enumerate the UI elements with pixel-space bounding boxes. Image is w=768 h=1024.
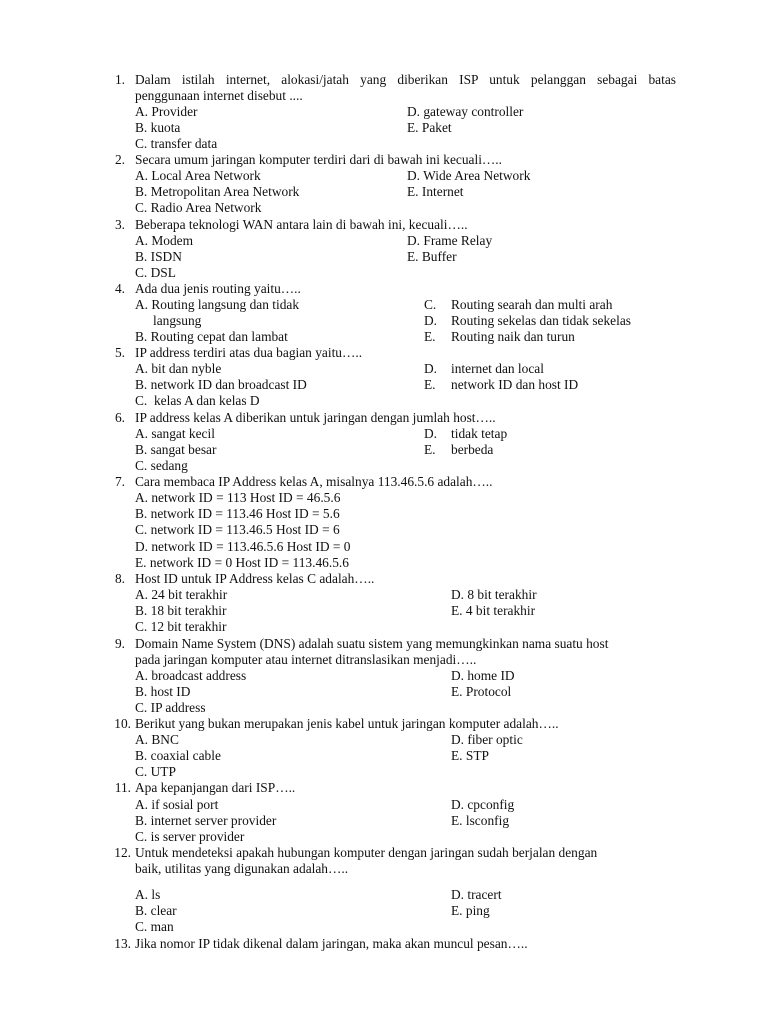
- option-d: D. home ID: [451, 668, 515, 683]
- option-b: B. network ID = 113.46 Host ID = 5.6: [135, 506, 340, 521]
- question-text: Berikut yang bukan merupakan jenis kabel untuk jaringan komputer adalah…..: [135, 716, 559, 731]
- option-c: C. DSL: [135, 265, 176, 280]
- option-e: E. 4 bit terakhir: [451, 603, 536, 618]
- question-text: IP address terdiri atas dua bagian yaitu…..: [135, 345, 363, 360]
- option-d-letter: D.: [424, 361, 438, 376]
- question-text: Dalam istilah internet, alokasi/jatah yang diberikan ISP untuk pelanggan sebagai batas: [135, 72, 676, 87]
- option-c: C. UTP: [135, 764, 176, 779]
- question-text: baik, utilitas yang digunakan adalah…..: [135, 861, 349, 876]
- option-e: E. STP: [451, 748, 489, 763]
- option-b: B. ISDN: [135, 249, 182, 264]
- option-c: C. 12 bit terakhir: [135, 619, 227, 634]
- question-text: Secara umum jaringan komputer terdiri dari di bawah ini kecuali…..: [135, 152, 503, 167]
- question-number: 12.: [114, 845, 131, 860]
- option-a: A. Routing langsung dan tidak: [135, 297, 300, 312]
- option-d: Routing sekelas dan tidak sekelas: [451, 313, 631, 328]
- option-a: A. Local Area Network: [135, 168, 261, 183]
- option-d-letter: D.: [424, 313, 438, 328]
- question-text: Ada dua jenis routing yaitu…..: [135, 281, 301, 296]
- option-c-letter: C.: [424, 297, 437, 312]
- option-e: E. lsconfig: [451, 813, 510, 828]
- question-text: Apa kepanjangan dari ISP…..: [135, 780, 296, 795]
- option-e-letter: E.: [424, 442, 436, 457]
- option-b: B. 18 bit terakhir: [135, 603, 227, 618]
- option-e: Routing naik dan turun: [451, 329, 575, 344]
- option-d: D. tracert: [451, 887, 502, 902]
- option-d: D. fiber optic: [451, 732, 523, 747]
- option-b: B. internet server provider: [135, 813, 277, 828]
- option-d: D. cpconfig: [451, 797, 515, 812]
- question-number: 10.: [114, 716, 131, 731]
- option-e: E. ping: [451, 903, 490, 918]
- question-number: 9.: [114, 636, 125, 651]
- option-a: A. if sosial port: [135, 797, 219, 812]
- question-number: 8.: [114, 571, 125, 586]
- option-b: B. kuota: [135, 120, 181, 135]
- option-d: internet dan local: [451, 361, 544, 376]
- option-c: C. transfer data: [135, 136, 218, 151]
- option-a: A. bit dan nyble: [135, 361, 222, 376]
- option-d: D. 8 bit terakhir: [451, 587, 537, 602]
- option-d: D. Frame Relay: [407, 233, 493, 248]
- option-a: A. 24 bit terakhir: [135, 587, 228, 602]
- option-a: A. broadcast address: [135, 668, 247, 683]
- option-c: C. sedang: [135, 458, 188, 473]
- option-b: B. Metropolitan Area Network: [135, 184, 300, 199]
- option-b: B. sangat besar: [135, 442, 217, 457]
- question-number: 3.: [114, 217, 125, 232]
- question-text: Domain Name System (DNS) adalah suatu sistem yang memungkinkan nama suatu host: [135, 636, 609, 651]
- option-e-letter: E.: [424, 329, 436, 344]
- question-number: 13.: [114, 936, 131, 951]
- option-a-continued: langsung: [153, 313, 202, 328]
- option-b: B. network ID dan broadcast ID: [135, 377, 307, 392]
- question-number: 11.: [114, 780, 131, 795]
- option-a: A. Modem: [135, 233, 194, 248]
- question-text: penggunaan internet disebut ....: [135, 88, 303, 103]
- option-b: B. clear: [135, 903, 177, 918]
- question-text: Beberapa teknologi WAN antara lain di bawah ini, kecuali…..: [135, 217, 468, 232]
- option-c: C. Radio Area Network: [135, 200, 262, 215]
- option-e: E. Protocol: [451, 684, 512, 699]
- question-text: Untuk mendeteksi apakah hubungan komputer dengan jaringan sudah berjalan dengan: [135, 845, 598, 860]
- question-number: 7.: [114, 474, 125, 489]
- option-c: C. IP address: [135, 700, 206, 715]
- option-a: A. ls: [135, 887, 161, 902]
- question-number: 6.: [114, 410, 125, 425]
- option-a: A. network ID = 113 Host ID = 46.5.6: [135, 490, 341, 505]
- option-e: E. Buffer: [407, 249, 457, 264]
- option-a: A. sangat kecil: [135, 426, 215, 441]
- option-d: D. Wide Area Network: [407, 168, 531, 183]
- option-c: C. man: [135, 919, 174, 934]
- option-e: network ID dan host ID: [451, 377, 579, 392]
- option-d: D. gateway controller: [407, 104, 524, 119]
- option-c: Routing searah dan multi arah: [451, 297, 613, 312]
- option-e-letter: E.: [424, 377, 436, 392]
- option-d-letter: D.: [424, 426, 438, 441]
- question-text: Cara membaca IP Address kelas A, misalnya 113.46.5.6 adalah…..: [135, 474, 493, 489]
- option-e: E. Internet: [407, 184, 464, 199]
- option-d: D. network ID = 113.46.5.6 Host ID = 0: [135, 539, 351, 554]
- question-text: Jika nomor IP tidak dikenal dalam jaringan, maka akan muncul pesan…..: [135, 936, 528, 951]
- option-e: E. network ID = 0 Host ID = 113.46.5.6: [135, 555, 349, 570]
- option-c: C. kelas A dan kelas D: [135, 393, 260, 408]
- question-text: Host ID untuk IP Address kelas C adalah…..: [135, 571, 375, 586]
- question-text: pada jaringan komputer atau internet ditranslasikan menjadi…..: [135, 652, 477, 667]
- option-e: berbeda: [451, 442, 494, 457]
- option-e: E. Paket: [407, 120, 452, 135]
- option-b: B. coaxial cable: [135, 748, 221, 763]
- option-c: C. is server provider: [135, 829, 245, 844]
- question-number: 2.: [114, 152, 125, 167]
- question-text: IP address kelas A diberikan untuk jaringan dengan jumlah host…..: [135, 410, 496, 425]
- option-b: B. Routing cepat dan lambat: [135, 329, 288, 344]
- question-number: 1.: [114, 72, 125, 87]
- option-a: A. Provider: [135, 104, 198, 119]
- question-number: 5.: [114, 345, 125, 360]
- option-c: C. network ID = 113.46.5 Host ID = 6: [135, 522, 340, 537]
- option-b: B. host ID: [135, 684, 191, 699]
- option-d: tidak tetap: [451, 426, 508, 441]
- question-number: 4.: [114, 281, 125, 296]
- option-a: A. BNC: [135, 732, 179, 747]
